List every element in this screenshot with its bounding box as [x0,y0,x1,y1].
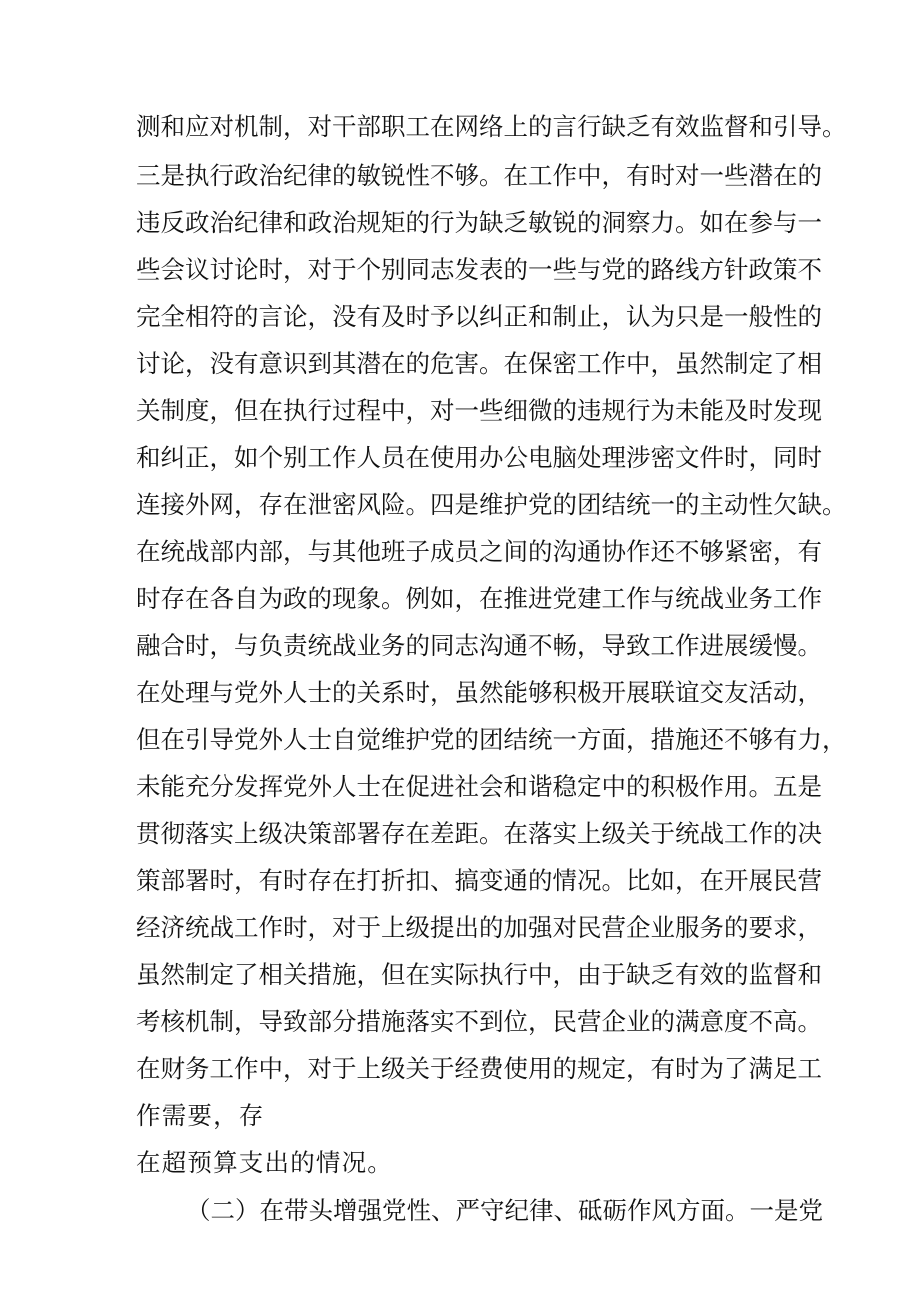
text-line: 违反政治纪律和政治规矩的行为缺乏敏锐的洞察力。如在参与一 [136,208,822,237]
text-line: 在处理与党外人士的关系时，虽然能够积极开展联谊交友活动， [136,678,822,707]
text-line: 考核机制，导致部分措施落实不到位，民营企业的满意度不高。 [136,1007,822,1036]
text-line: 完全相符的言论，没有及时予以纠正和制止，认为只是一般性的 [136,302,822,331]
text-line: 连接外网，存在泄密风险。四是维护党的团结统一的主动性欠缺。 [136,490,847,519]
text-line: 三是执行政治纪律的敏锐性不够。在工作中，有时对一些潜在的 [136,161,822,190]
text-line: 经济统战工作时，对于上级提出的加强对民营企业服务的要求， [136,913,822,942]
text-line: 在财务工作中，对于上级关于经费使用的规定，有时为了满足工 [136,1054,822,1083]
text-line: 在统战部内部，与其他班子成员之间的沟通协作还不够紧密，有 [136,537,822,566]
text-line: 贯彻落实上级决策部署存在差距。在落实上级关于统战工作的决 [136,819,822,848]
text-line: 虽然制定了相关措施，但在实际执行中，由于缺乏有效的监督和 [136,960,822,989]
text-line: 在超预算支出的情况。 [136,1148,393,1177]
text-line: 和纠正，如个别工作人员在使用办公电脑处理涉密文件时，同时 [136,443,822,472]
text-line: 策部署时，有时存在打折扣、搞变通的情况。比如，在开展民营 [136,866,822,895]
text-line: 时存在各自为政的现象。例如，在推进党建工作与统战业务工作 [136,584,822,613]
text-line: 未能充分发挥党外人士在促进社会和谐稳定中的积极作用。五是 [136,772,822,801]
text-line: 些会议讨论时，对于个别同志发表的一些与党的路线方针政策不 [136,255,822,284]
text-line: 讨论，没有意识到其潜在的危害。在保密工作中，虽然制定了相 [136,349,822,378]
text-line: 测和应对机制，对干部职工在网络上的言行缺乏有效监督和引导。 [136,112,847,141]
text-line: 但在引导党外人士自觉维护党的团结统一方面，措施还不够有力， [136,725,847,754]
text-line: 关制度，但在执行过程中，对一些细微的违规行为未能及时发现 [136,396,822,425]
text-line: 作需要，存 [136,1101,265,1130]
section-heading-line: （二）在带头增强党性、严守纪律、砥砺作风方面。一是党 [186,1196,823,1225]
text-line: 融合时，与负责统战业务的同志沟通不畅，导致工作进展缓慢。 [136,631,822,660]
